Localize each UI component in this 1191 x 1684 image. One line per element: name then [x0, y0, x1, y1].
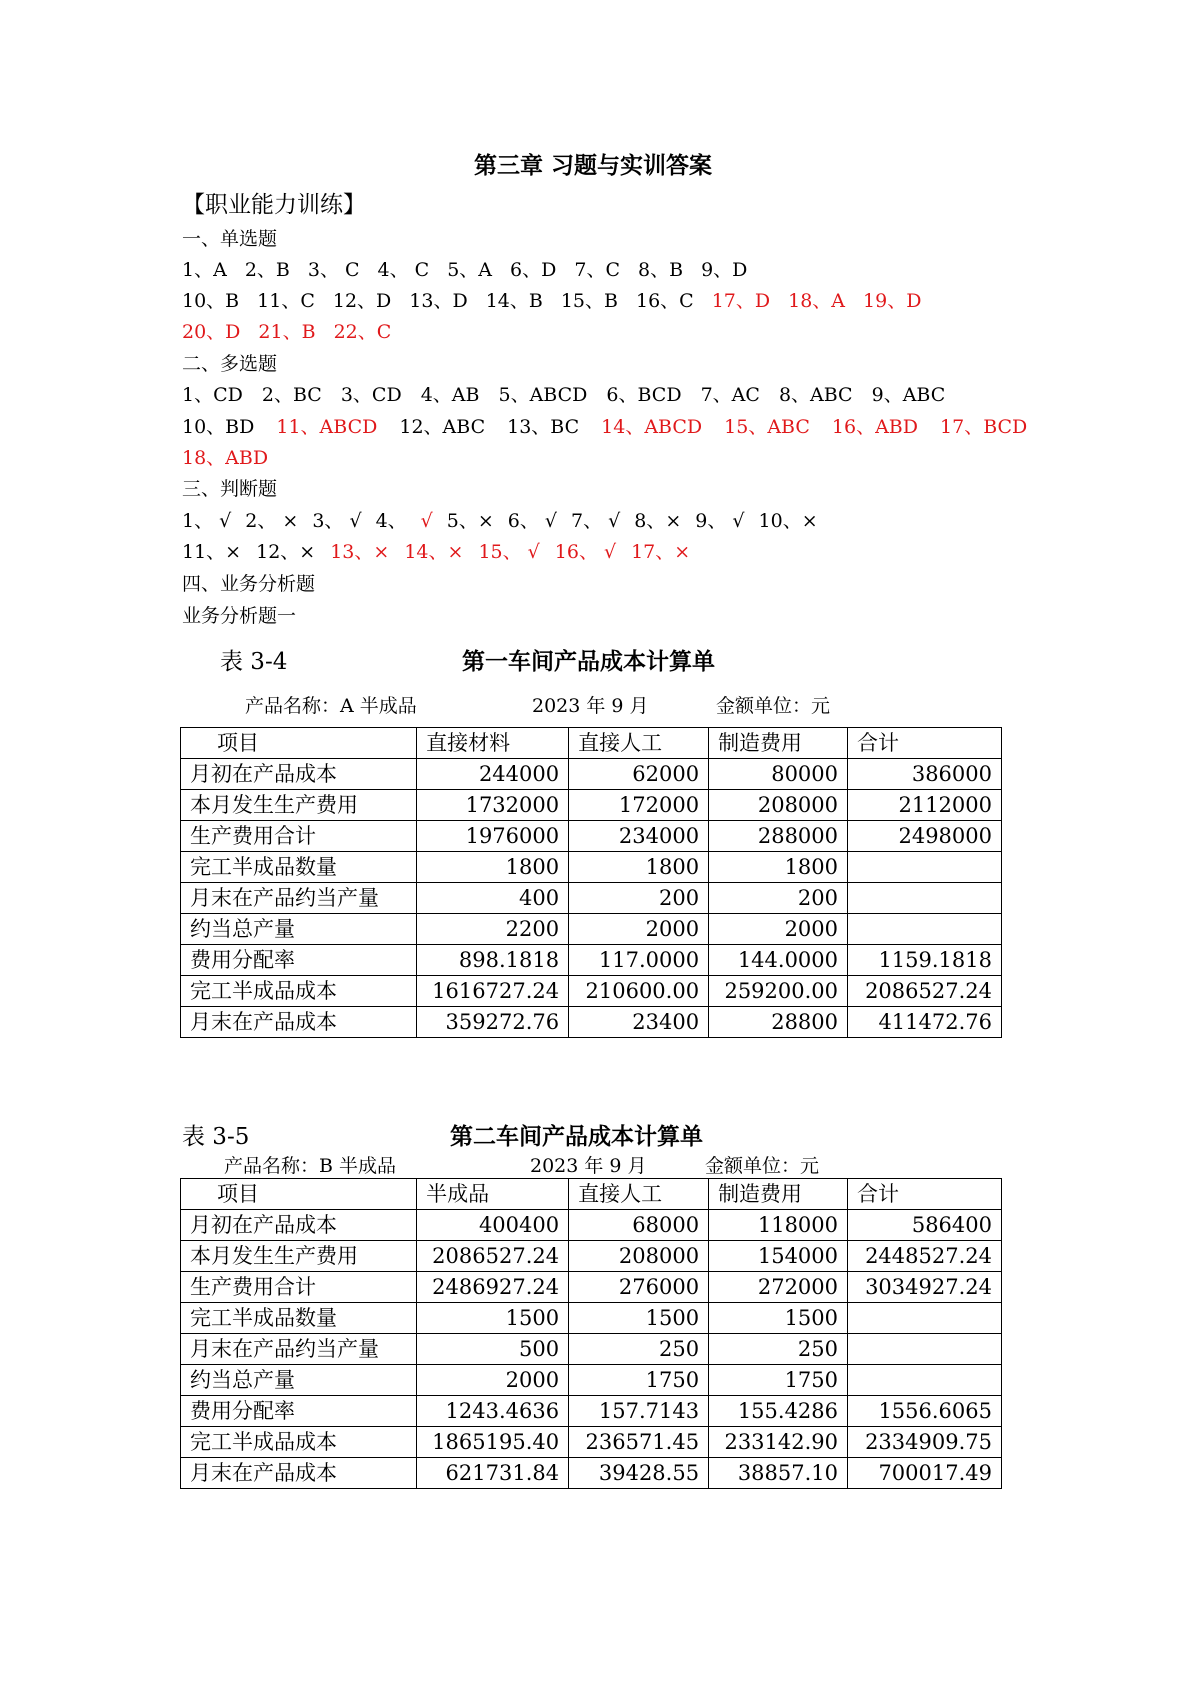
answer-line — [182, 537, 690, 568]
table-cell: 259200.00 — [709, 976, 848, 1007]
answer-item: 14、× — [404, 541, 464, 563]
answer-item: 14、B — [485, 290, 543, 312]
product-name: 产品名称：B 半成品 — [224, 1155, 397, 1177]
table-cell: 250 — [569, 1334, 709, 1365]
table-cell: 2086527.24 — [848, 976, 1002, 1007]
answer-item: 22、C — [333, 321, 392, 343]
row-label: 月末在产品成本 — [181, 1007, 417, 1038]
row-label: 月初在产品成本 — [181, 1210, 417, 1241]
column-header: 合计 — [848, 728, 1002, 759]
table-cell: 80000 — [709, 759, 848, 790]
answer-item: 17、BCD — [940, 416, 1028, 438]
table-cell: 62000 — [569, 759, 709, 790]
row-label: 生产费用合计 — [181, 1272, 417, 1303]
answer-item: 18、ABD — [182, 447, 269, 469]
answer-line — [182, 286, 921, 317]
table-cell: 234000 — [569, 821, 709, 852]
period-date: 2023 年 9 月 — [532, 695, 649, 717]
table-cell: 2000 — [417, 1365, 569, 1396]
answer-item: 3、 √ — [312, 510, 362, 532]
row-label: 完工半成品成本 — [181, 1427, 417, 1458]
table-cell: 276000 — [569, 1272, 709, 1303]
table-cell: 233142.90 — [709, 1427, 848, 1458]
column-header: 制造费用 — [709, 728, 848, 759]
answer-item: 7、 √ — [571, 510, 621, 532]
answer-item: 13、× — [330, 541, 390, 563]
section-title: 【职业能力训练】 — [182, 192, 366, 218]
table-cell: 2200 — [417, 914, 569, 945]
answer-item: 15、B — [560, 290, 618, 312]
table-cell: 2498000 — [848, 821, 1002, 852]
answer-item: 19、D — [863, 290, 922, 312]
table-cell: 3034927.24 — [848, 1272, 1002, 1303]
table-cell: 23400 — [569, 1007, 709, 1038]
answer-item: 13、BC — [507, 416, 580, 438]
answer-item: 5、× — [446, 510, 494, 532]
table-cell: 154000 — [709, 1241, 848, 1272]
answer-item: 5、ABCD — [498, 384, 588, 406]
judgment-heading: 三、判断题 — [182, 478, 278, 500]
amount-unit: 金额单位：元 — [716, 695, 831, 717]
answer-item: 10、× — [758, 510, 818, 532]
table-row — [181, 1007, 1002, 1038]
column-header: 半成品 — [417, 1179, 569, 1210]
answer-item: 7、C — [574, 259, 620, 281]
table-cell: 208000 — [709, 790, 848, 821]
answer-item: 17、× — [631, 541, 691, 563]
table-row — [181, 1334, 1002, 1365]
table-cell: 700017.49 — [848, 1458, 1002, 1489]
table-cell: 1616727.24 — [417, 976, 569, 1007]
analysis-sub-heading: 业务分析题一 — [182, 605, 297, 627]
table-cell: 1556.6065 — [848, 1396, 1002, 1427]
answer-line — [182, 443, 268, 474]
table-cell: 28800 — [709, 1007, 848, 1038]
column-header: 项目 — [181, 728, 417, 759]
table-cell — [848, 1334, 1002, 1365]
answer-item: 5、A — [447, 259, 493, 281]
row-label: 约当总产量 — [181, 1365, 417, 1396]
answer-item: 9、 √ — [695, 510, 745, 532]
table-row — [181, 945, 1002, 976]
table-cell: 68000 — [569, 1210, 709, 1241]
answer-item: 9、ABC — [871, 384, 946, 406]
answer-item: 3、CD — [340, 384, 402, 406]
answer-item: 4、 C — [377, 259, 430, 281]
table-cell: 208000 — [569, 1241, 709, 1272]
answer-item: 11、ABCD — [276, 416, 378, 438]
table-row — [181, 976, 1002, 1007]
table-cell: 210600.00 — [569, 976, 709, 1007]
column-header: 项目 — [181, 1179, 417, 1210]
row-label: 本月发生生产费用 — [181, 1241, 417, 1272]
table-row — [181, 1303, 1002, 1334]
row-label: 月末在产品约当产量 — [181, 883, 417, 914]
table-cell: 500 — [417, 1334, 569, 1365]
answer-item: 16、C — [635, 290, 694, 312]
answer-item: 17、D — [711, 290, 771, 312]
answer-item: 20、D — [182, 321, 241, 343]
multi-choice-heading: 二、多选题 — [182, 353, 278, 375]
column-header: 直接人工 — [569, 728, 709, 759]
table-row — [181, 914, 1002, 945]
cost-table-body — [181, 728, 1002, 1038]
answer-item: 9、D — [701, 259, 748, 281]
column-header: 直接人工 — [569, 1179, 709, 1210]
table-cell: 118000 — [709, 1210, 848, 1241]
answer-item: 18、A — [788, 290, 846, 312]
table-cell: 1500 — [709, 1303, 848, 1334]
answer-item: 2、 × — [245, 510, 299, 532]
period-date: 2023 年 9 月 — [530, 1155, 647, 1177]
answer-item: 2、B — [244, 259, 290, 281]
table-cell: 144.0000 — [709, 945, 848, 976]
table-cell: 621731.84 — [417, 1458, 569, 1489]
answer-line — [182, 380, 945, 411]
table-cell: 2112000 — [848, 790, 1002, 821]
table-cell: 1243.4636 — [417, 1396, 569, 1427]
answer-item: 4、AB — [420, 384, 480, 406]
table-row — [181, 1272, 1002, 1303]
table-cell: 1976000 — [417, 821, 569, 852]
table-cell: 1800 — [709, 852, 848, 883]
answer-item: 8、B — [638, 259, 684, 281]
table-cell: 2334909.75 — [848, 1427, 1002, 1458]
answer-item: 12、× — [256, 541, 316, 563]
column-header: 制造费用 — [709, 1179, 848, 1210]
table-cell: 288000 — [709, 821, 848, 852]
table-cell — [848, 883, 1002, 914]
table-cell: 400400 — [417, 1210, 569, 1241]
answer-item: √ — [420, 510, 433, 532]
answer-item: 10、BD — [182, 416, 255, 438]
table-cell: 411472.76 — [848, 1007, 1002, 1038]
table-cell: 898.1818 — [417, 945, 569, 976]
table-cell: 1159.1818 — [848, 945, 1002, 976]
product-name: 产品名称：A 半成品 — [245, 695, 417, 717]
column-header: 合计 — [848, 1179, 1002, 1210]
cost-table-body — [181, 1179, 1002, 1489]
row-label: 费用分配率 — [181, 945, 417, 976]
row-label: 本月发生生产费用 — [181, 790, 417, 821]
answer-item: 8、ABC — [778, 384, 853, 406]
table-cell: 117.0000 — [569, 945, 709, 976]
doc-title: 第三章 习题与实训答案 — [474, 152, 713, 179]
answer-line — [182, 506, 818, 537]
answer-item: 4、 — [375, 510, 407, 532]
table-cell: 1800 — [569, 852, 709, 883]
table-cell: 244000 — [417, 759, 569, 790]
table-header-row — [181, 1179, 1002, 1210]
answer-line — [182, 255, 747, 286]
table-cell: 236571.45 — [569, 1427, 709, 1458]
answer-item: 12、D — [332, 290, 392, 312]
table-cell: 39428.55 — [569, 1458, 709, 1489]
answer-line — [182, 412, 1027, 443]
row-label: 月末在产品成本 — [181, 1458, 417, 1489]
cost-table — [180, 1178, 1002, 1489]
answer-item: 8、× — [634, 510, 682, 532]
table-cell: 1732000 — [417, 790, 569, 821]
table-title: 第一车间产品成本计算单 — [462, 648, 715, 675]
table-cell: 38857.10 — [709, 1458, 848, 1489]
table-row — [181, 1241, 1002, 1272]
answer-item: 1、 √ — [182, 510, 232, 532]
table-cell: 1500 — [417, 1303, 569, 1334]
answer-item: 16、 √ — [554, 541, 617, 563]
table-cell: 155.4286 — [709, 1396, 848, 1427]
amount-unit: 金额单位：元 — [705, 1155, 820, 1177]
table-row — [181, 1396, 1002, 1427]
table-title: 第二车间产品成本计算单 — [450, 1123, 703, 1150]
table-cell — [848, 852, 1002, 883]
row-label: 生产费用合计 — [181, 821, 417, 852]
answer-item: 14、ABCD — [601, 416, 703, 438]
table-cell: 1750 — [709, 1365, 848, 1396]
answer-item: 11、× — [182, 541, 242, 563]
row-label: 费用分配率 — [181, 1396, 417, 1427]
answer-item: 1、A — [182, 259, 227, 281]
answer-item: 7、AC — [700, 384, 760, 406]
answer-item: 3、 C — [307, 259, 360, 281]
table-cell: 2086527.24 — [417, 1241, 569, 1272]
answer-item: 1、CD — [182, 384, 243, 406]
table-header-row — [181, 728, 1002, 759]
row-label: 月末在产品约当产量 — [181, 1334, 417, 1365]
table-label: 表 3-5 — [182, 1124, 250, 1150]
table-row — [181, 1427, 1002, 1458]
cost-table — [180, 727, 1002, 1038]
table-cell — [848, 1365, 1002, 1396]
table-row — [181, 1210, 1002, 1241]
answer-item: 12、ABC — [399, 416, 486, 438]
row-label: 完工半成品数量 — [181, 852, 417, 883]
table-cell: 2000 — [569, 914, 709, 945]
table-row — [181, 821, 1002, 852]
answer-item: 11、C — [257, 290, 315, 312]
table-row — [181, 1458, 1002, 1489]
table-cell: 200 — [709, 883, 848, 914]
answer-line — [182, 317, 391, 348]
table-row — [181, 1365, 1002, 1396]
table-cell: 250 — [709, 1334, 848, 1365]
single-choice-heading: 一、单选题 — [182, 228, 278, 250]
table-row — [181, 790, 1002, 821]
column-header: 直接材料 — [417, 728, 569, 759]
table-cell — [848, 914, 1002, 945]
table-cell — [848, 1303, 1002, 1334]
table-label: 表 3-4 — [220, 649, 288, 675]
answer-item: 2、BC — [261, 384, 322, 406]
table-row — [181, 852, 1002, 883]
answer-item: 6、D — [510, 259, 557, 281]
answer-item: 10、B — [182, 290, 240, 312]
table-cell: 157.7143 — [569, 1396, 709, 1427]
answer-item: 15、 √ — [478, 541, 540, 563]
table-cell: 400 — [417, 883, 569, 914]
table-cell: 1500 — [569, 1303, 709, 1334]
answer-item: 15、ABC — [724, 416, 810, 438]
row-label: 约当总产量 — [181, 914, 417, 945]
table-row — [181, 883, 1002, 914]
table-cell: 1865195.40 — [417, 1427, 569, 1458]
table-cell: 1750 — [569, 1365, 709, 1396]
table-cell: 200 — [569, 883, 709, 914]
table-cell: 1800 — [417, 852, 569, 883]
table-cell: 2486927.24 — [417, 1272, 569, 1303]
table-cell: 2448527.24 — [848, 1241, 1002, 1272]
answer-item: 13、D — [409, 290, 468, 312]
answer-item: 6、 √ — [507, 510, 558, 532]
table-cell: 586400 — [848, 1210, 1002, 1241]
table-cell: 2000 — [709, 914, 848, 945]
analysis-heading: 四、业务分析题 — [182, 573, 316, 595]
answer-item: 21、B — [258, 321, 316, 343]
table-cell: 359272.76 — [417, 1007, 569, 1038]
row-label: 完工半成品数量 — [181, 1303, 417, 1334]
answer-item: 16、ABD — [831, 416, 919, 438]
table-cell: 172000 — [569, 790, 709, 821]
table-cell: 386000 — [848, 759, 1002, 790]
row-label: 月初在产品成本 — [181, 759, 417, 790]
table-row — [181, 759, 1002, 790]
answer-item: 6、BCD — [606, 384, 682, 406]
table-cell: 272000 — [709, 1272, 848, 1303]
row-label: 完工半成品成本 — [181, 976, 417, 1007]
